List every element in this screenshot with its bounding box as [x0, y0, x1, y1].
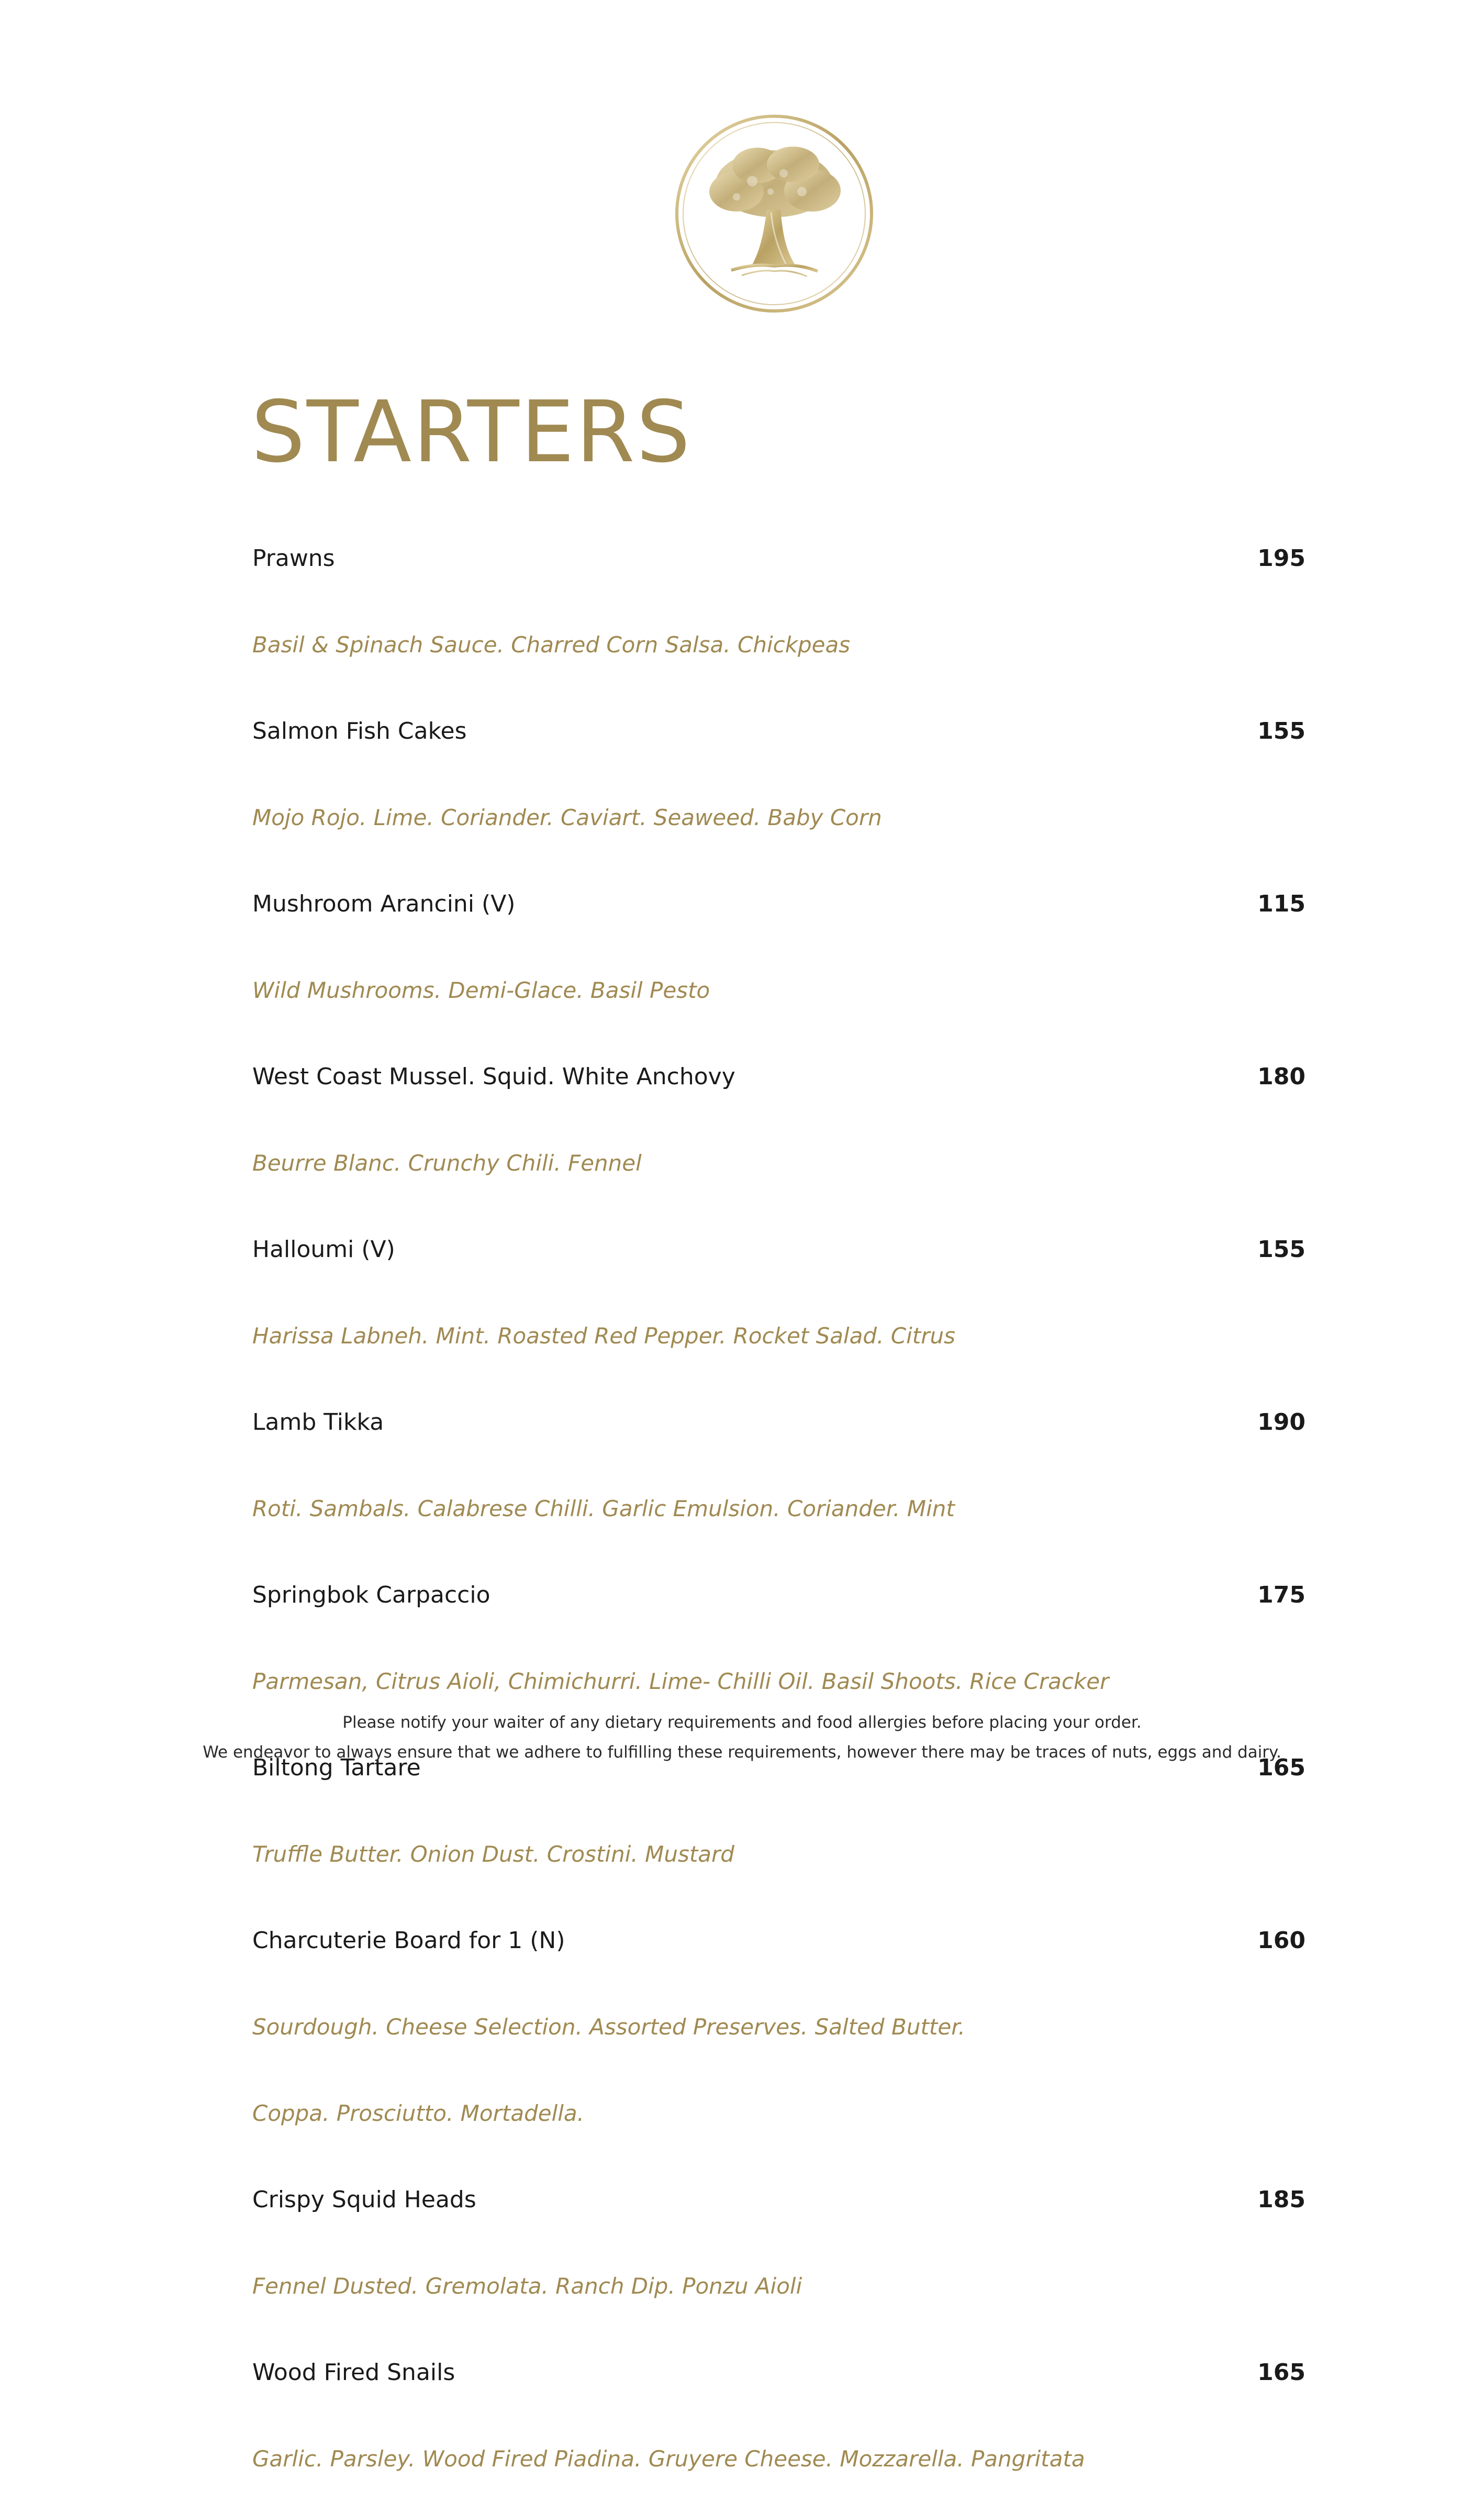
menu-item-price: 180: [1257, 1063, 1306, 1090]
menu-item-description: Beurre Blanc. Crunchy Chili. Fennel: [252, 1150, 642, 1176]
menu-item: [252, 1379, 1306, 1552]
menu-item-description: Wild Mushrooms. Demi-Glace. Basil Pesto: [252, 977, 710, 1003]
menu-item-description: Coppa. Prosciutto. Mortadella.: [252, 2100, 584, 2126]
menu-item-header: [252, 2156, 1306, 2243]
menu-item-description: Fennel Dusted. Gremolata. Ranch Dip. Ponzu Aioli: [252, 2273, 802, 2299]
menu-item-price: 165: [1257, 1754, 1306, 1781]
menu-item-header: [252, 1897, 1306, 1984]
menu-item-name: Crispy Squid Heads: [252, 2186, 476, 2213]
menu-item-name: Prawns: [252, 545, 335, 572]
menu-item-name: Lamb Tikka: [252, 1409, 384, 1436]
menu-item-name: Biltong Tartare: [252, 1754, 421, 1781]
menu-item-price: 165: [1257, 2359, 1306, 2386]
menu-item-price: 115: [1257, 891, 1306, 917]
menu-item: [252, 1206, 1306, 1379]
tree-of-life-emblem-icon: [674, 113, 875, 314]
menu-item-price: 155: [1257, 1236, 1306, 1263]
menu-item-description: Garlic. Parsley. Wood Fired Piadina. Gruyere Cheese. Mozzarella. Pangritata: [252, 2446, 1085, 2472]
menu-item-price: 155: [1257, 718, 1306, 744]
menu-item-name: Wood Fired Snails: [252, 2359, 455, 2386]
menu-item-name: Mushroom Arancini (V): [252, 891, 516, 917]
menu-item: [252, 2156, 1306, 2329]
menu-item-price: 190: [1257, 1409, 1306, 1436]
menu-item-description: Parmesan, Citrus Aioli, Chimichurri. Lime- Chilli Oil. Basil Shoots. Rice Cracker: [252, 1669, 1109, 1694]
menu-item-price: 185: [1257, 2186, 1306, 2213]
menu-item-name: Charcuterie Board for 1 (N): [252, 1927, 565, 1954]
menu-list: [252, 515, 1306, 2502]
menu-item-header: [252, 1552, 1306, 1638]
menu-item-price: 175: [1257, 1582, 1306, 1608]
menu-item-header: [252, 1033, 1306, 1120]
menu-item-name: West Coast Mussel. Squid. White Anchovy: [252, 1063, 735, 1090]
menu-item-header: [252, 861, 1306, 947]
menu-item-header: [252, 1379, 1306, 1465]
menu-item-header: [252, 1206, 1306, 1293]
menu-item-header: [252, 688, 1306, 774]
menu-item-price: 160: [1257, 1927, 1306, 1954]
menu-item-name: Springbok Carpaccio: [252, 1582, 490, 1608]
menu-item-description: Basil & Spinach Sauce. Charred Corn Salsa. Chickpeas: [252, 632, 851, 658]
page-title: STARTERS: [251, 383, 692, 482]
menu-item-header: [252, 515, 1306, 602]
menu-item-description: Truffle Butter. Onion Dust. Crostini. Mustard: [252, 1841, 734, 1867]
menu-item-name: Salmon Fish Cakes: [252, 718, 467, 744]
menu-item-description: Mojo Rojo. Lime. Coriander. Caviart. Seaweed. Baby Corn: [252, 805, 882, 830]
menu-item-price: 195: [1257, 545, 1306, 572]
footer-note: [0, 1708, 1484, 1767]
footer-line-1: Please notify your waiter of any dietary requirements and food allergies before placing your order.: [342, 1713, 1142, 1732]
menu-item-description: Sourdough. Cheese Selection. Assorted Preserves. Salted Butter.: [252, 2014, 965, 2040]
menu-item: [252, 1552, 1306, 1725]
menu-item: [252, 861, 1306, 1033]
menu-item: [252, 2329, 1306, 2502]
footer-line-2: We endeavor to always ensure that we adhere to fulfilling these requirements, however there may be traces of nuts, eggs and dairy.: [203, 1743, 1281, 1762]
menu-item: [252, 1897, 1306, 2156]
menu-item-header: [252, 2329, 1306, 2416]
menu-item-description: Roti. Sambals. Calabrese Chilli. Garlic Emulsion. Coriander. Mint: [252, 1496, 955, 1521]
menu-item: [252, 688, 1306, 861]
menu-item: [252, 1033, 1306, 1206]
menu-item-description: Harissa Labneh. Mint. Roasted Red Pepper. Rocket Salad. Citrus: [252, 1323, 956, 1349]
menu-item-name: Halloumi (V): [252, 1236, 395, 1263]
menu-item: [252, 515, 1306, 688]
